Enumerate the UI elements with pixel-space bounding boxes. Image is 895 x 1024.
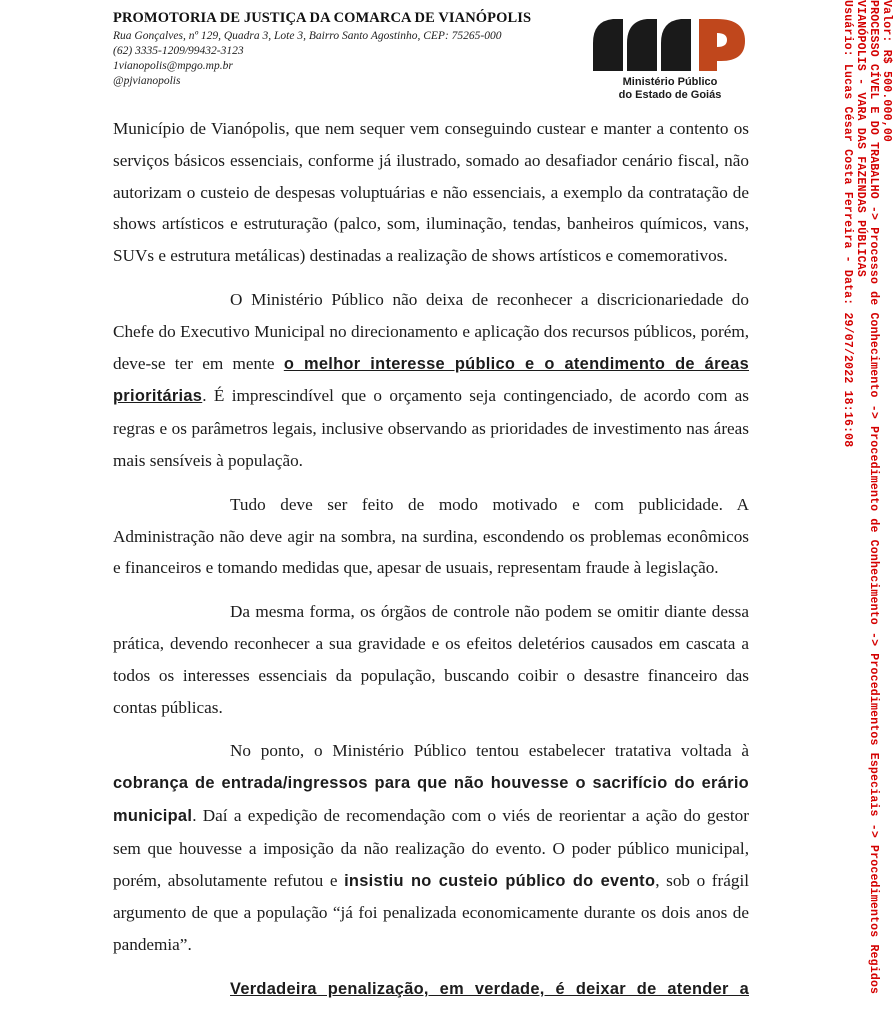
phone-line: (62) 3335-1209/99432-3123: [113, 45, 244, 57]
paragraph-5-text-c: . Daí a expedição de recomendação com o viés de reorientar a ação do gestor sem que houvesse a imposição da não realização do evento. O poder público municipal, porém, absolutamente refutou e: [113, 805, 749, 890]
letterhead: [113, 10, 583, 89]
stamp-user-date: Usuário: Lucas César Costa Ferreira - Data: 29/07/2022 18:16:08: [841, 0, 854, 448]
mpgo-logo: [591, 11, 749, 105]
paragraph-2-text-a: O Ministério Público não deixa de reconhecer a discricionariedade do Chefe do Executivo Municipal no direcionamento e aplicação dos recursos públicos, porém, deve-se ter em mente: [113, 289, 749, 373]
paragraph-5: [113, 735, 749, 961]
paragraph-5-text-a: No ponto, o Ministério Público tentou estabelecer tratativa voltada à: [230, 741, 749, 761]
paragraph-5-emphasis-2: insistiu no custeio público do evento: [344, 871, 656, 890]
stamp-value: Valor: R$ 500.000,00: [880, 0, 893, 143]
paragraph-4-text: Da mesma forma, os órgãos de controle não podem se omitir diante dessa prática, devendo reconhecer a sua gravidade e os efeitos deletérios causados em cascata a todos os interesses essenciais da população, buscando coibir o desastre financeiro das contas públicas.: [113, 602, 749, 717]
logo-line-2: do Estado de Goiás: [618, 89, 722, 101]
paragraph-2-emphasis: o melhor interesse público e o atendimento de áreas prioritárias: [113, 354, 750, 406]
paragraph-5-text-e: , sob o frágil argumento de que a população “já foi penalizada economicamente durante os dois anos de pandemia”.: [113, 870, 749, 955]
paragraph-1: [113, 113, 749, 272]
paragraph-5-emphasis-1: cobrança de entrada/ingressos para que não houvesse o sacrifício do erário municipal: [113, 774, 749, 825]
paragraph-3: [113, 489, 749, 584]
paragraph-6: [113, 973, 749, 1006]
org-title: PROMOTORIA DE JUSTIÇA DA COMARCA DE VIANÓPOLIS: [113, 10, 532, 26]
document-body: [113, 113, 749, 1018]
paragraph-4: [113, 596, 749, 723]
social-handle: @pjvianopolis: [113, 75, 181, 87]
address-line: Rua Gonçalves, nº 129, Quadra 3, Lote 3, Bairro Santo Agostinho, CEP: 75265-000: [113, 30, 502, 42]
paragraph-1-text: Município de Vianópolis, que nem sequer vem conseguindo custear e manter a contento os serviços básicos essenciais, conforme já ilustrado, somado ao desafiador cenário fiscal, não autorizam o custeio de despesas voluptuárias e não essenciais, a exemplo da contratação de shows artísticos e estruturação (palco, som, iluminação, tendas, banheiros químicos, vans, SUVs e estrutura metálicas) destinadas a realização de shows artísticos e comemorativos.: [113, 119, 749, 266]
paragraph-2: [113, 284, 749, 477]
stamp-process-path: PROCESSO CÍVEL E DO TRABALHO -> Processo de Conhecimento -> Procedimento de Conhecimento -> Procedimentos Especiais -> Procedimentos Regidos: [867, 0, 880, 995]
electronic-signature-stamp: [825, 0, 895, 1024]
email-line: 1vianopolis@mpgo.mp.br: [113, 60, 233, 72]
paragraph-2-text-c: . É imprescindível que o orçamento seja contingenciado, de acordo com as regras e os parâmetros legais, inclusive observando as prioridades de investimento nas áreas mais sensíveis à população.: [113, 386, 749, 470]
paragraph-3-text: Tudo deve ser feito de modo motivado e com publicidade. A Administração não deve agir na sombra, na surdina, escondendo os problemas econômicos e financeiros e tomando medidas que, apesar de usuais, representam fraude à legislação.: [113, 494, 749, 578]
stamp-court: VIANÓPOLIS - VARA DAS FAZENDAS PÚBLICAS: [854, 0, 867, 277]
logo-line-1: Ministério Público: [622, 76, 718, 88]
mpgo-logo-icon: [591, 11, 749, 73]
paragraph-6-text: Verdadeira penalização, em verdade, é deixar de atender a: [230, 979, 749, 998]
